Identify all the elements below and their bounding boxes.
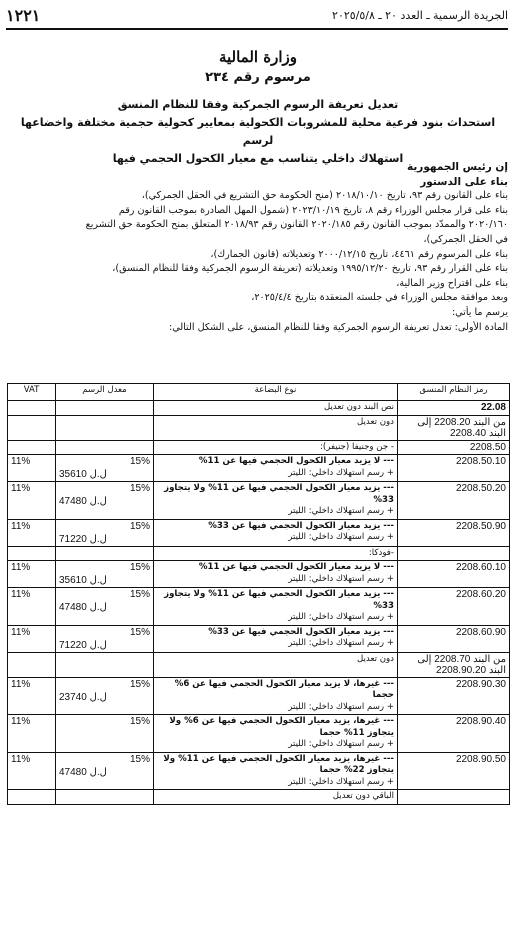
- consumption-fee: 35610 ل.ل: [59, 575, 107, 586]
- goods-text: دون تعديل: [357, 653, 394, 664]
- table-row: [8, 715, 510, 753]
- rate-cell: [56, 455, 154, 482]
- page-header: [6, 6, 508, 30]
- table-row: [8, 440, 510, 455]
- preamble-line: بناء على قرار مجلس الوزراء رقم ٨، تاريخ ٢٠٢٣/١٠/١٩ (شمول المهل الصادرة بموجب القانون رقم: [118, 204, 508, 216]
- vat-cell: 11%: [8, 519, 56, 546]
- preamble-line: بناء على القرار رقم ٩٣، تاريخ ١٩٩٥/١٢/٢٠ وتعديلاته (تعريفة الرسوم الجمركية وفقا للنظام المنسق)،: [112, 263, 508, 275]
- subject-line-3: استهلاك داخلي يتناسب مع معيار الكحول الحجمي فيها: [112, 152, 404, 165]
- hs-code: 2208.50.20: [398, 482, 510, 520]
- vat-cell: [8, 401, 56, 416]
- consumption-fee: 47480 ل.ل: [59, 496, 107, 507]
- hs-code: 2208.50: [398, 440, 510, 455]
- rate-cell: [56, 588, 154, 626]
- decree-number: مرسوم رقم ٢٣٤: [205, 70, 311, 85]
- consumption-fee: 35610 ل.ل: [59, 469, 107, 480]
- table-row: [8, 790, 510, 805]
- table-row: [8, 401, 510, 416]
- preamble-line: المادة الأولى: تعدل تعريفة الرسوم الجمركية وفقا للنظام المنسق، على الشكل التالي:: [168, 321, 508, 333]
- duty-rate: 15%: [129, 716, 150, 727]
- duty-rate: 15%: [129, 483, 150, 494]
- goods-text: --- يزيد معيار الكحول الحجمي فيها عن 33%: [208, 520, 394, 531]
- hs-code: من البند 2208.20 إلى البند 2208.40: [398, 415, 510, 440]
- consumption-fee-note: + رسم استهلاك داخلي: الليتر: [288, 532, 394, 542]
- vat-cell: [8, 546, 56, 561]
- goods-description: [154, 415, 398, 440]
- goods-description: [154, 455, 398, 482]
- preamble-line: يرسم ما يأتي:: [451, 306, 508, 318]
- goods-text: --- لا يزيد معيار الكحول الحجمي فيها عن 11%: [198, 456, 394, 466]
- rate-cell: [56, 790, 154, 805]
- rate-cell: [56, 677, 154, 715]
- duty-rate: 15%: [129, 678, 150, 690]
- consumption-fee-note: + رسم استهلاك داخلي: الليتر: [288, 776, 394, 787]
- vat-cell: 11%: [8, 561, 56, 588]
- preamble-line: إن رئيس الجمهورية: [406, 161, 508, 173]
- consumption-fee: 23740 ل.ل: [59, 691, 107, 703]
- duty-rate: 15%: [129, 589, 150, 600]
- table-row: [8, 482, 510, 520]
- table-row: [8, 677, 510, 715]
- vat-cell: [8, 415, 56, 440]
- consumption-fee-note: + رسم استهلاك داخلي: الليتر: [288, 573, 394, 584]
- consumption-fee-note: + رسم استهلاك داخلي: الليتر: [288, 612, 394, 622]
- hs-code: 2208.90.30: [398, 677, 510, 715]
- duty-rate: 15%: [129, 520, 150, 532]
- rate-cell: [56, 625, 154, 652]
- rate-cell: [56, 561, 154, 588]
- table-row: [8, 546, 510, 561]
- goods-description: [154, 546, 398, 561]
- goods-description: [154, 401, 398, 416]
- goods-text: دون تعديل: [357, 416, 394, 427]
- gazette-issue: الجريدة الرسمية ـ العدد ٢٠ ـ ٢٠٢٥/٥/٨: [332, 9, 508, 22]
- ministry-title: وزارة المالية: [218, 48, 298, 66]
- table-row: [8, 415, 510, 440]
- subject-line-1: تعديل تعريفة الرسوم الجمركية وفقا للنظام المنسق: [117, 98, 399, 111]
- goods-text: --- غيرها، لا يزيد معيار الكحول الحجمي فيها عن 6% حجما: [174, 678, 394, 700]
- goods-description: [154, 790, 398, 805]
- goods-text: --- لا يزيد معيار الكحول الحجمي فيها عن 11%: [198, 562, 394, 572]
- hs-code: 2208.50.10: [398, 455, 510, 482]
- hs-code: من البند 2208.70 إلى البند 2208.90.20: [398, 652, 510, 677]
- goods-description: [154, 752, 398, 790]
- subject-line-2: استحداث بنود فرعية محلية للمشروبات الكحولية بمعايير كحولية حجمية مختلفة واخضاعها لرسم: [20, 116, 496, 147]
- hs-code: 2208.90.40: [398, 715, 510, 753]
- consumption-fee: 71220 ل.ل: [59, 533, 107, 545]
- rate-cell: [56, 401, 154, 416]
- goods-text: --- يزيد معيار الكحول الحجمي فيها عن 11% ولا يتجاوز 33%: [164, 589, 394, 611]
- hs-code: 2208.60.10: [398, 561, 510, 588]
- decree-subject: [0, 96, 516, 168]
- table-row: [8, 455, 510, 482]
- rate-cell: [56, 482, 154, 520]
- rate-cell: [56, 546, 154, 561]
- goods-description: [154, 715, 398, 753]
- consumption-fee: 71220 ل.ل: [59, 639, 107, 651]
- rate-cell: [56, 519, 154, 546]
- goods-description: [154, 519, 398, 546]
- rate-cell: [56, 440, 154, 455]
- rate-header: معدل الرسم: [56, 384, 154, 401]
- preamble-line: ٢٠٢٠/١٦٠ والممدّد بموجب القانون رقم ٢٠٢٠/١٨٥ القانون رقم ٢٠١٨/٩٣ المتعلق بمنح الحكومة حق التشريع: [85, 219, 508, 231]
- preamble-line: بناء على المرسوم رقم ٤٤٦١، تاريخ ٢٠٠٠/١٢/١٥ وتعديلاته (قانون الجمارك)،: [210, 248, 508, 260]
- duty-rate: 15%: [129, 753, 150, 765]
- goods-text: -فودكا:: [368, 547, 394, 558]
- consumption-fee: 47480 ل.ل: [59, 602, 107, 613]
- preamble-line: وبعد موافقة مجلس الوزراء في جلسته المنعقدة بتاريخ ٢٠٢٥/٤/٤،: [251, 292, 508, 304]
- vat-cell: 11%: [8, 588, 56, 626]
- preamble-line: بناء على اقتراح وزير المالية،: [396, 277, 508, 289]
- vat-cell: [8, 440, 56, 455]
- goods-text: نص البند دون تعديل: [323, 402, 394, 412]
- vat-cell: 11%: [8, 482, 56, 520]
- preamble-line: بناء على الدستور: [420, 175, 508, 188]
- table-row: [8, 561, 510, 588]
- vat-cell: 11%: [8, 625, 56, 652]
- goods-text: --- غيرها، يزيد معيار الكحول الحجمي فيها عن 11% ولا يتجاوز 22% حجما: [163, 753, 394, 775]
- goods-description: [154, 440, 398, 455]
- consumption-fee-note: + رسم استهلاك داخلي: الليتر: [288, 506, 394, 516]
- rate-cell: [56, 752, 154, 790]
- goods-description: [154, 652, 398, 677]
- hs-code-header: رمز النظام المنسق: [398, 384, 510, 401]
- vat-header: VAT: [8, 384, 56, 401]
- vat-cell: 11%: [8, 455, 56, 482]
- table-row: [8, 588, 510, 626]
- consumption-fee-note: + رسم استهلاك داخلي: الليتر: [288, 739, 394, 749]
- consumption-fee-note: + رسم استهلاك داخلي: الليتر: [288, 638, 394, 648]
- goods-text: --- غيرها، يزيد معيار الكحول الحجمي فيها عن 6% ولا يتجاوز 11% حجما: [169, 716, 394, 738]
- table-row: [8, 625, 510, 652]
- goods-description: [154, 561, 398, 588]
- goods-description: [154, 677, 398, 715]
- goods-text: الباقي دون تعديل: [332, 791, 394, 801]
- rate-cell: [56, 415, 154, 440]
- goods-text: --- يزيد معيار الكحول الحجمي فيها عن 11% ولا يتجاوز 33%: [164, 483, 394, 505]
- hs-code: 2208.60.90: [398, 625, 510, 652]
- consumption-fee-note: + رسم استهلاك داخلي: الليتر: [288, 701, 394, 712]
- table-row: [8, 752, 510, 790]
- consumption-fee: 47480 ل.ل: [59, 766, 107, 778]
- table-row: [8, 519, 510, 546]
- hs-code: 2208.50.90: [398, 519, 510, 546]
- hs-code: [398, 790, 510, 805]
- vat-cell: 11%: [8, 715, 56, 753]
- consumption-fee-note: + رسم استهلاك داخلي: الليتر: [288, 467, 394, 478]
- decree-preamble: [8, 160, 508, 335]
- rate-cell: [56, 715, 154, 753]
- goods-description: [154, 588, 398, 626]
- hs-code: [398, 546, 510, 561]
- goods-text: - جن وجنيفا (جنيفر):: [320, 441, 394, 452]
- vat-cell: 11%: [8, 677, 56, 715]
- hs-code: 2208.90.50: [398, 752, 510, 790]
- preamble-line: في الحقل الجمركي)،: [423, 233, 508, 245]
- tariff-table: [7, 383, 510, 805]
- rate-cell: [56, 652, 154, 677]
- duty-rate: 15%: [129, 626, 150, 638]
- goods-text: --- يزيد معيار الكحول الحجمي فيها عن 33%: [208, 626, 394, 637]
- table-header-row: [8, 384, 510, 401]
- goods-description: [154, 482, 398, 520]
- page-number: ١٢٢١: [6, 6, 41, 25]
- vat-cell: [8, 652, 56, 677]
- vat-cell: [8, 790, 56, 805]
- goods-header: نوع البضاعة: [154, 384, 398, 401]
- goods-description: [154, 625, 398, 652]
- table-row: [8, 652, 510, 677]
- duty-rate: 15%: [129, 456, 150, 467]
- hs-code: 22.08: [398, 401, 510, 416]
- hs-code: 2208.60.20: [398, 588, 510, 626]
- preamble-line: بناء على القانون رقم ٩٣، تاريخ ٢٠١٨/١٠/١٠ (منح الحكومة حق التشريع في الحقل الجمركي)،: [141, 190, 508, 202]
- duty-rate: 15%: [129, 562, 150, 573]
- vat-cell: 11%: [8, 752, 56, 790]
